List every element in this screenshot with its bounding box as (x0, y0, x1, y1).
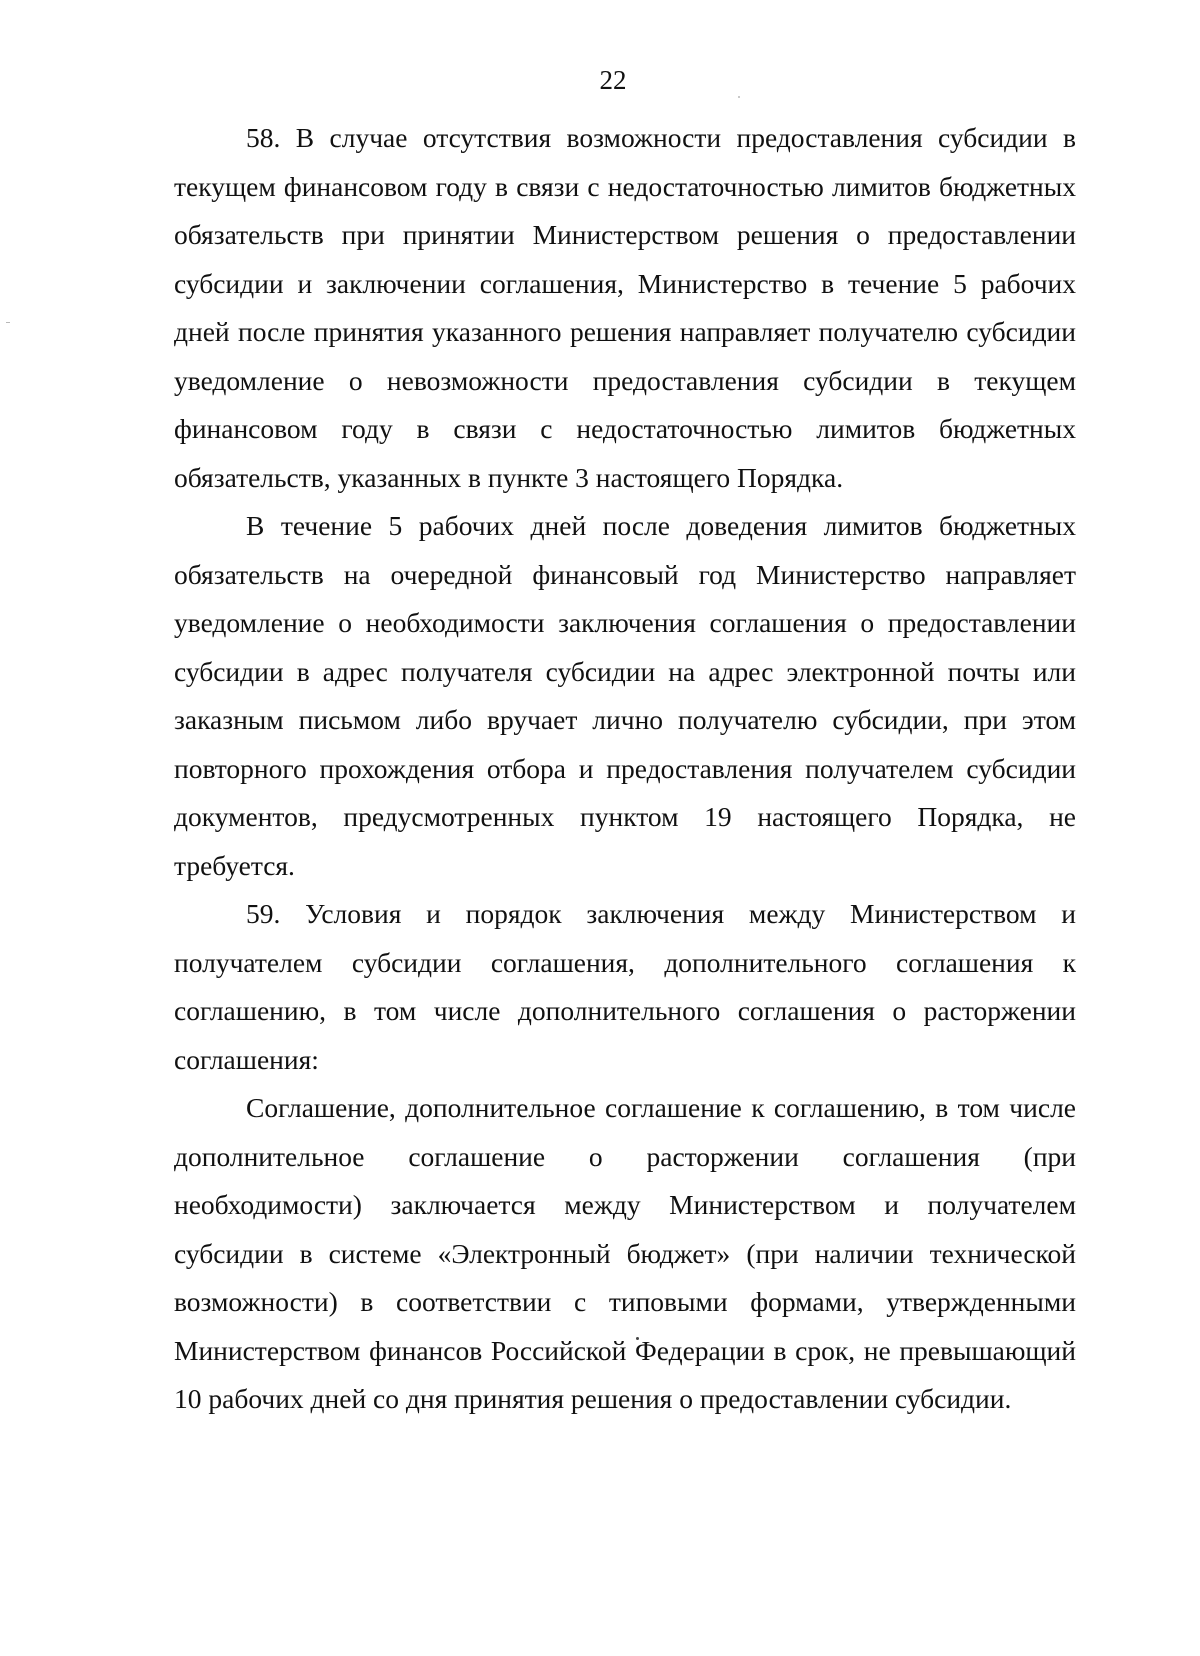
document-body (174, 114, 1076, 1424)
paragraph-agreement: Соглашение, дополнительное соглашение к соглашению, в том числе дополнительное соглашение о расторжении соглашения (при необходимости) заключается между Министерством и получателем субсидии в системе «Электронный бюджет» (при наличии технической возможности) в соответствии с типовыми формами, утвержденными Министерством финансов Российской Федерации в срок, не превышающий 10 рабочих дней со дня принятия решения о предоставлении субсидии. (174, 1092, 1076, 1414)
paragraph-59: 59. Условия и порядок заключения между Министерством и получателем субсидии соглашения, дополнительного соглашения к соглашению, в том числе дополнительного соглашения о расторжении соглашения: (174, 898, 1076, 1075)
scan-mark (738, 96, 740, 98)
paragraph-58: 58. В случае отсутствия возможности предоставления субсидии в текущем финансовом году в связи с недостаточностью лимитов бюджетных обязательств при принятии Министерством решения о предоставлении субсидии и заключении соглашения, Министерство в течение 5 рабочих дней после принятия указанного решения направляет получателю субсидии уведомление о невозможности предоставления субсидии в текущем финансовом году в связи с недостаточностью лимитов бюджетных обязательств, указанных в пункте 3 настоящего Порядка. (174, 122, 1076, 493)
scan-mark (6, 322, 10, 323)
paragraph-notification: В течение 5 рабочих дней после доведения лимитов бюджетных обязательств на очередной финансовый год Министерство направляет уведомление о необходимости заключения соглашения о предоставлении субсидии в адрес получателя субсидии на адрес электронной почты или заказным письмом либо вручает лично получателю субсидии, при этом повторного прохождения отбора и предоставления получателем субсидии документов, предусмотренных пунктом 19 настоящего Порядка, не требуется. (174, 510, 1076, 881)
page-number: 22 (599, 65, 627, 95)
